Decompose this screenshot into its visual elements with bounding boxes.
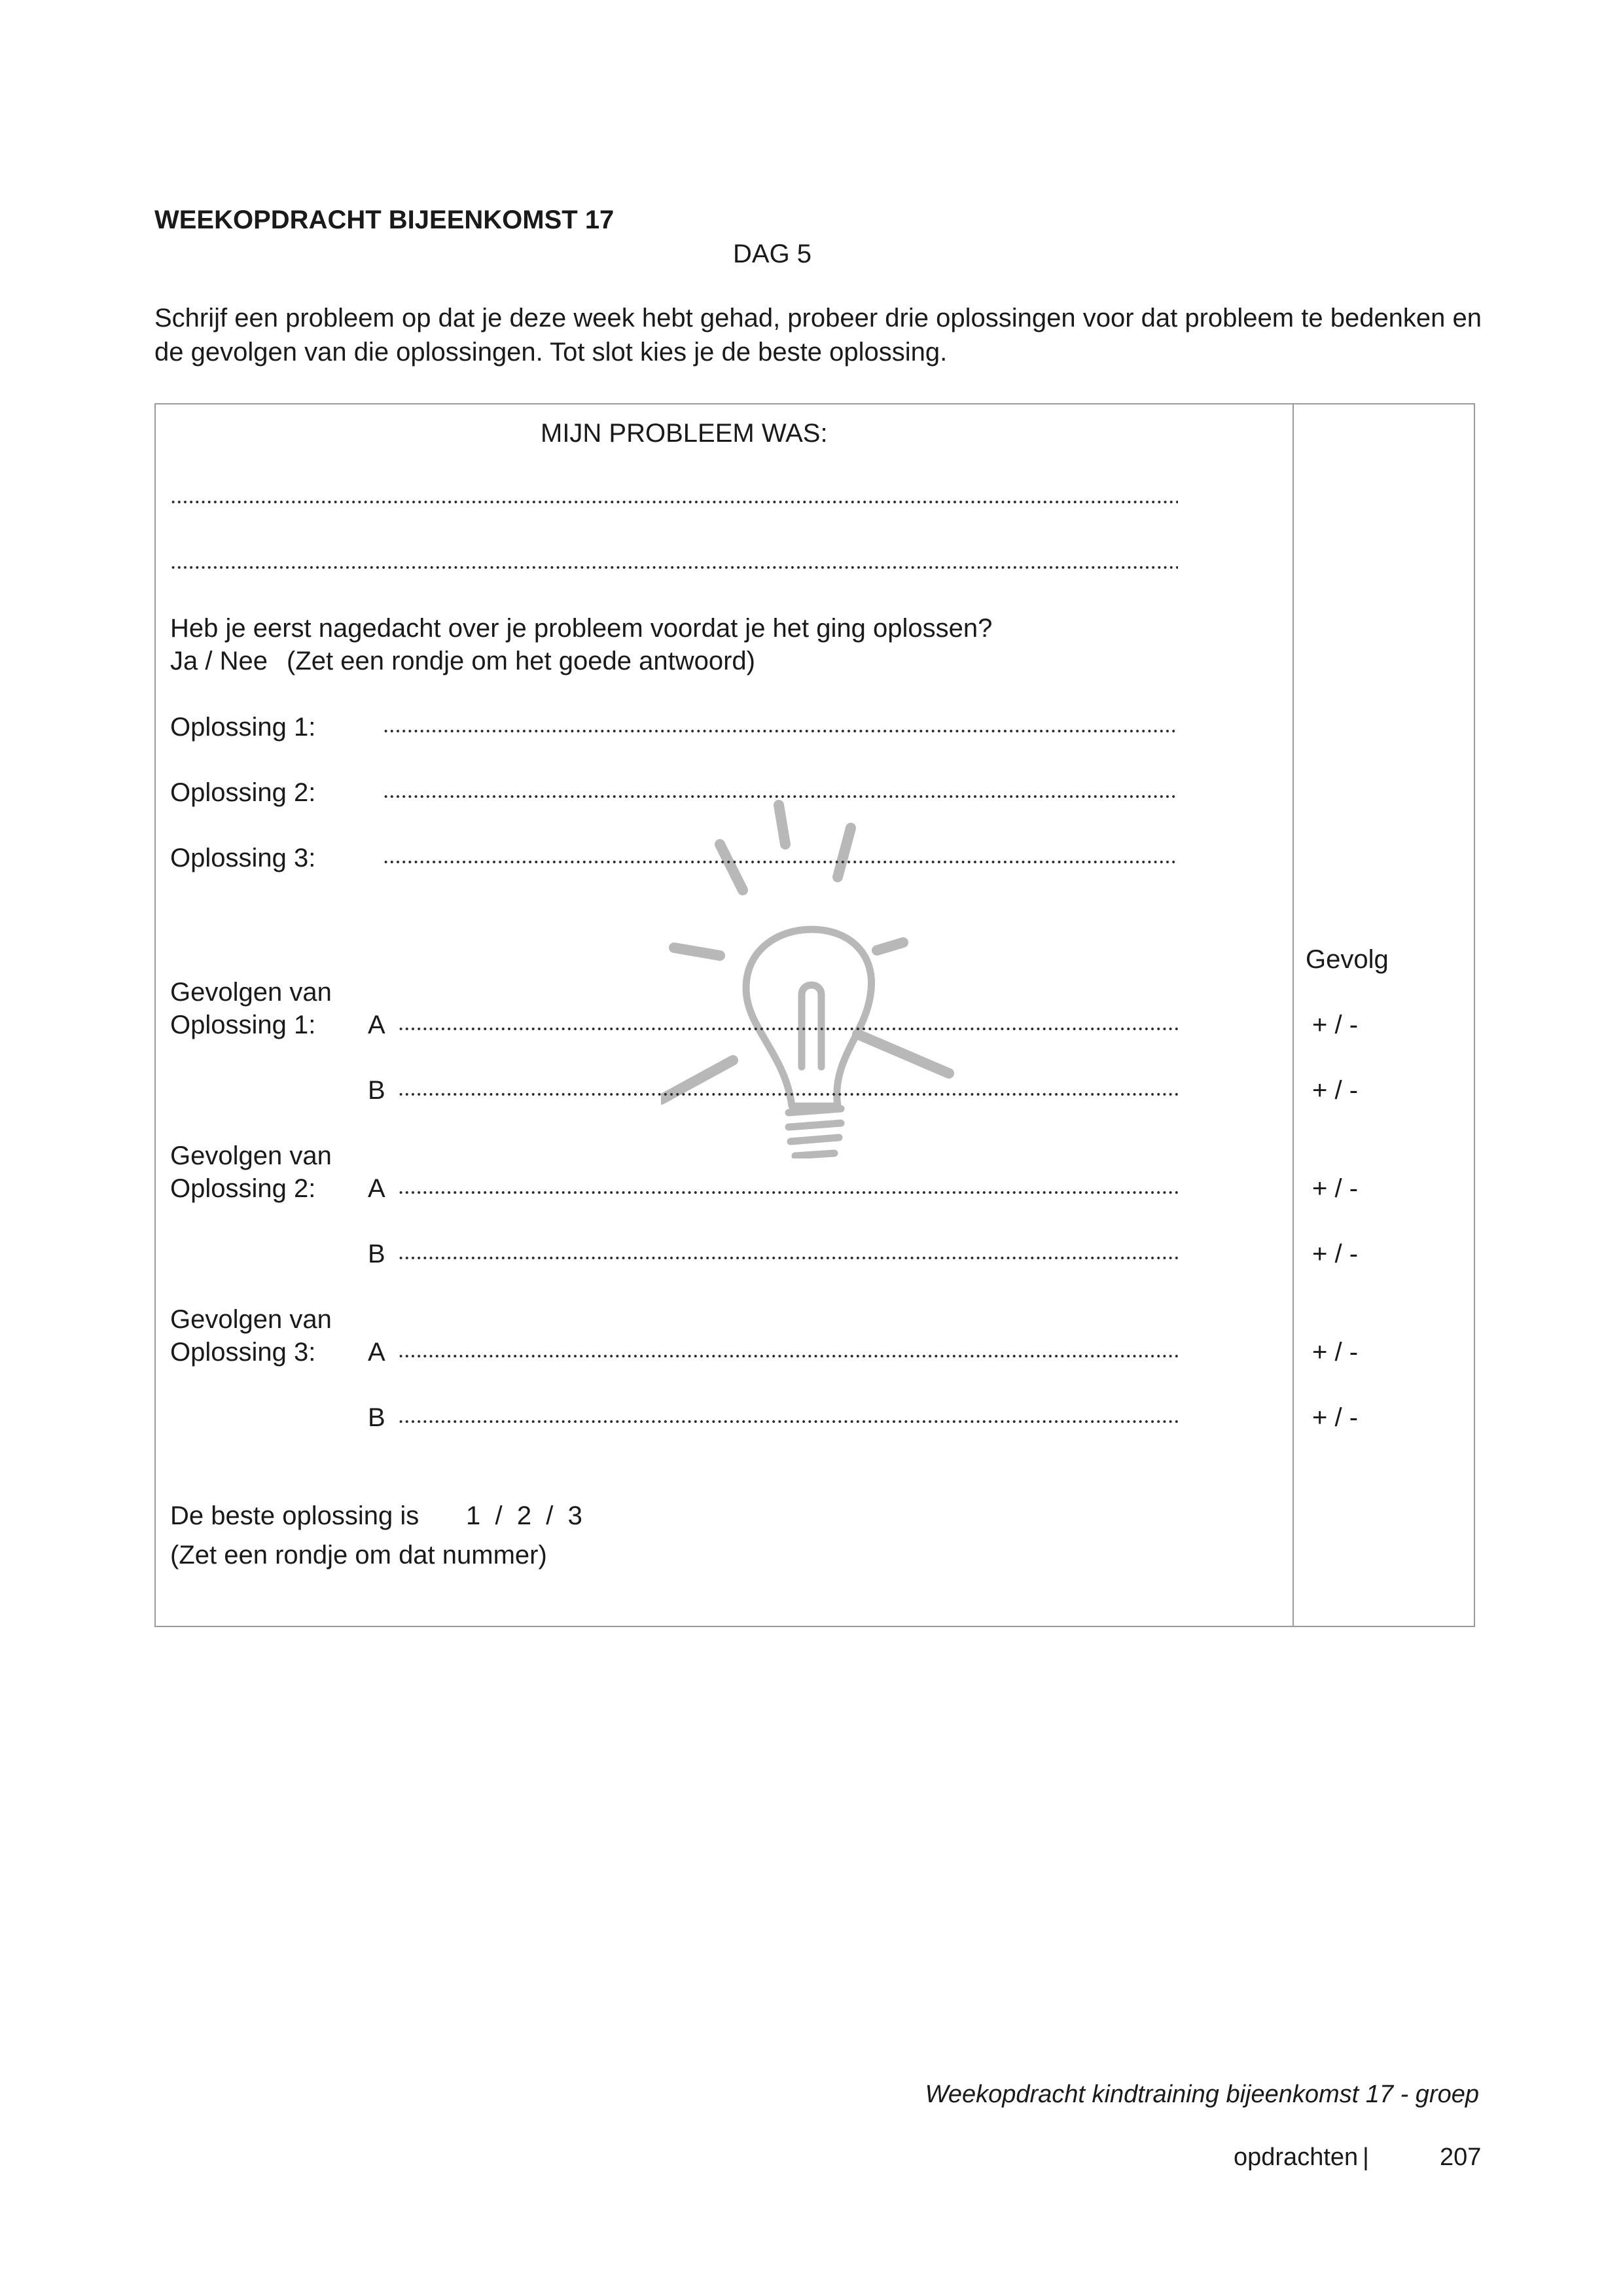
- consequence-line[interactable]: [398, 1256, 1178, 1260]
- solution-label: Oplossing 1:: [170, 713, 316, 742]
- footer-section: opdrachten: [1234, 2144, 1359, 2171]
- consequence-column-header: Gevolg: [1306, 945, 1389, 974]
- best-solution-instruction: (Zet een rondje om dat nummer): [170, 1541, 547, 1570]
- option-a-label: A: [368, 1174, 385, 1203]
- solution-line[interactable]: [383, 729, 1178, 733]
- consequence-line[interactable]: [398, 1354, 1178, 1358]
- plus-minus-choice[interactable]: + / -: [1312, 1011, 1359, 1039]
- footer-separator: |: [1363, 2144, 1369, 2171]
- day-label: DAG 5: [733, 240, 812, 268]
- option-b-label: B: [368, 1076, 385, 1105]
- instructions-text: Schrijf een probleem op dat je deze week hebt gehad, probeer drie oplossingen voor dat probleem te bedenken en de gevolgen van die oplossingen. Tot slot kies je de beste oplossing.: [154, 304, 1482, 367]
- option-a-label: A: [368, 1338, 385, 1367]
- yes-no-choice[interactable]: Ja / Nee: [170, 647, 268, 675]
- problem-line-1[interactable]: [170, 500, 1178, 504]
- consequence-line[interactable]: [398, 1092, 1178, 1096]
- yes-no-instruction: (Zet een rondje om het goede antwoord): [287, 647, 755, 675]
- column-divider: [1293, 403, 1294, 1627]
- page-title: WEEKOPDRACHT BIJEENKOMST 17: [154, 206, 615, 234]
- problem-heading: MIJN PROBLEEM WAS:: [541, 419, 828, 448]
- consequence-line[interactable]: [398, 1420, 1178, 1424]
- solution-line[interactable]: [383, 860, 1178, 864]
- plus-minus-choice[interactable]: + / -: [1312, 1240, 1359, 1268]
- best-solution-label: De beste oplossing is: [170, 1501, 419, 1530]
- consequence-label: Gevolgen van: [170, 1141, 332, 1170]
- lightbulb-icon: [661, 792, 975, 1158]
- footer-caption: Weekopdracht kindtraining bijeenkomst 17 - groep: [925, 2081, 1479, 2108]
- plus-minus-choice[interactable]: + / -: [1312, 1174, 1359, 1203]
- solution-line[interactable]: [383, 795, 1178, 798]
- consequence-label: Oplossing 3:: [170, 1338, 316, 1367]
- consequence-label: Gevolgen van: [170, 1305, 332, 1334]
- solution-label: Oplossing 2:: [170, 778, 316, 807]
- consequence-label: Oplossing 1:: [170, 1011, 316, 1039]
- consequence-line[interactable]: [398, 1191, 1178, 1194]
- page-number: 207: [1440, 2144, 1482, 2171]
- option-b-label: B: [368, 1403, 385, 1432]
- option-a-label: A: [368, 1011, 385, 1039]
- reflection-question: Heb je eerst nagedacht over je probleem voordat je het ging oplossen?: [170, 614, 993, 643]
- plus-minus-choice[interactable]: + / -: [1312, 1338, 1359, 1367]
- problem-line-2[interactable]: [170, 565, 1178, 569]
- best-solution-choice[interactable]: 1 / 2 / 3: [466, 1501, 582, 1530]
- plus-minus-choice[interactable]: + / -: [1312, 1403, 1359, 1432]
- solution-label: Oplossing 3:: [170, 844, 316, 872]
- consequence-line[interactable]: [398, 1027, 1178, 1031]
- option-b-label: B: [368, 1240, 385, 1268]
- consequence-label: Oplossing 2:: [170, 1174, 316, 1203]
- consequence-label: Gevolgen van: [170, 978, 332, 1007]
- plus-minus-choice[interactable]: + / -: [1312, 1076, 1359, 1105]
